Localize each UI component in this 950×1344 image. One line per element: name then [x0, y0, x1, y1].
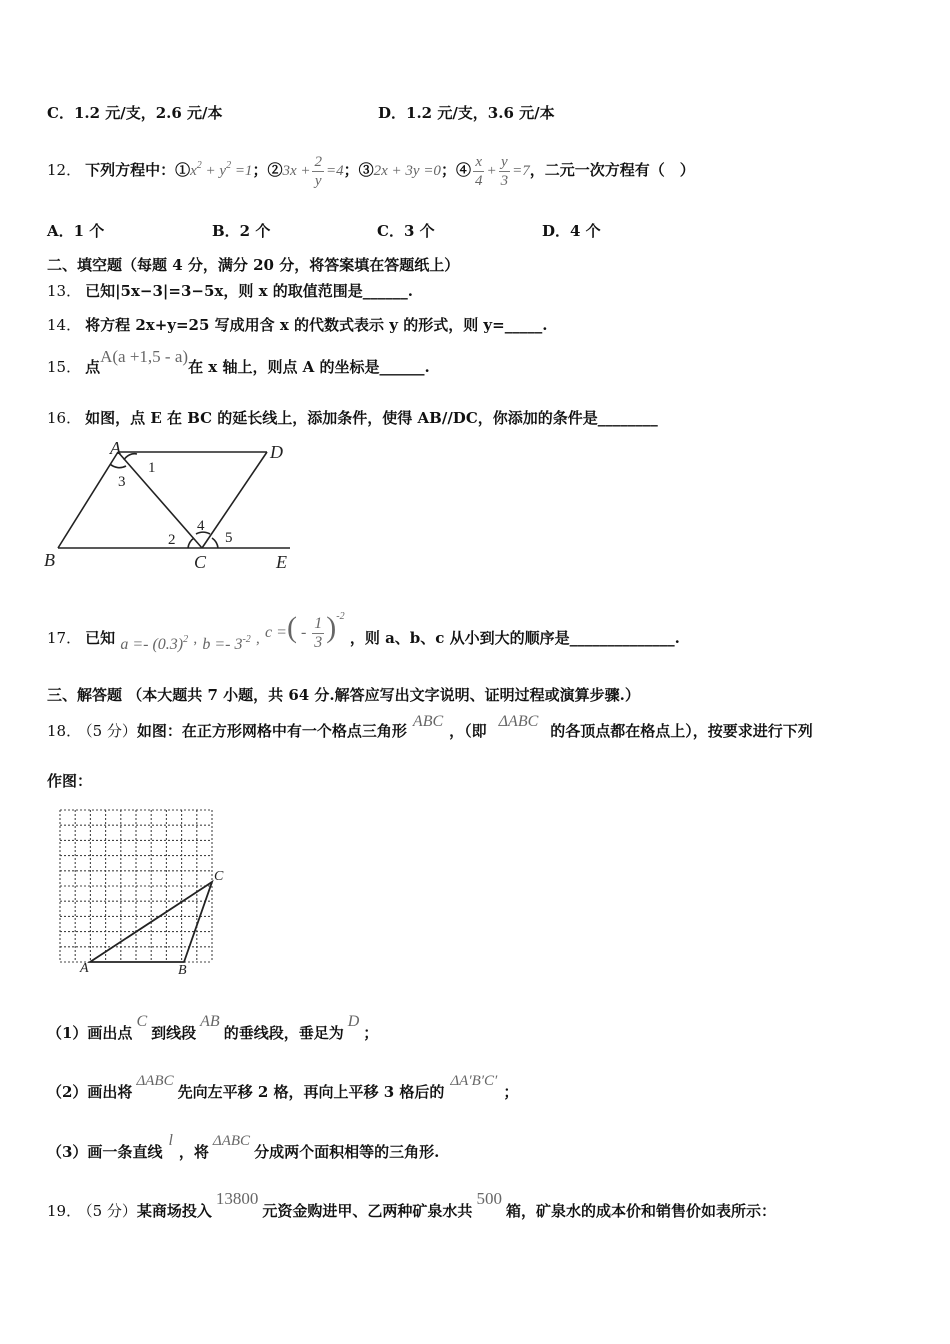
q16-label-C: C — [194, 552, 207, 572]
q12-eq2: 3x + $\frac{2}{y}$ =4 — [282, 154, 344, 190]
q17-b: $b =- 3^{-2}$ — [202, 634, 251, 653]
q16-label-A: A — [110, 438, 121, 458]
q15-point-expression: A(a +1,5 - a) — [100, 347, 189, 366]
q18-delta-abc: ΔABC — [498, 713, 539, 730]
q18-part-1: （1）画出点C到线段AB的垂线段，垂足为D； — [47, 1013, 379, 1042]
q16-angle-2: 2 — [168, 532, 176, 548]
q12-stem: 12． 下列方程中：$①x^2 + y^2 =1$；②3x + $\frac{2}{y}$ =4；③2x + 3y =0；④ $\frac{x}{4}$ + $\frac{y}{3}$ =7，二元一次方程有（ ） — [47, 154, 695, 190]
q17-c: c =( - $\frac{1}{3}$ )$^{-2}$ — [265, 611, 345, 651]
q16-angle-5: 5 — [225, 530, 233, 546]
q16: 16． 如图，点 E 在 BC 的延长线上，添加条件，使得 AB//DC，你添加的条件是________ — [47, 409, 658, 427]
q12-eq1: $x^2 + y^2 =1$ — [190, 160, 253, 179]
q18-label-A: A — [80, 961, 89, 976]
q16-label-D: D — [270, 442, 283, 462]
q12-eq4: $\frac{x}{4}$ + $\frac{y}{3}$ =7 — [474, 154, 530, 190]
q12-option-b: B．2 个 — [212, 222, 271, 240]
q18-grid-figure — [50, 800, 240, 990]
q12-option-a: A．1 个 — [47, 222, 105, 240]
q18-label-C: C — [214, 869, 224, 884]
q19-stem: 19． （5 分）某商场投入13800元资金购进甲、乙两种矿泉水共500箱，矿泉水的成本价和销售价如表所示： — [47, 1189, 776, 1220]
q15: 15． 点A(a +1,5 - a)在 x 轴上，则点 A 的坐标是______. — [47, 347, 430, 376]
section-3-heading: 三、解答题 （本大题共 7 小题，共 64 分.解答应写出文字说明、证明过程或演算步骤.） — [47, 686, 640, 704]
q16-label-B: B — [44, 550, 55, 570]
q12-number: 12． — [47, 161, 82, 179]
q18-part-3: （3）画一条直线l，将ΔABC分成两个面积相等的三角形. — [47, 1132, 440, 1161]
q19-count: 500 — [476, 1189, 502, 1208]
q11-option-d: D．1.2 元/支，3.6 元/本 — [378, 104, 555, 122]
q18-stem-continued: 作图： — [47, 772, 93, 790]
q18-part-2: （2）画出将ΔABC先向左平移 2 格，再向上平移 3 格后的ΔA′B′C′； — [47, 1073, 519, 1101]
q16-angle-4: 4 — [197, 518, 205, 534]
q16-label-E: E — [276, 552, 287, 572]
q14: 14． 将方程 2x+y=25 写成用含 x 的代数式表示 y 的形式，则 y=_____. — [47, 316, 548, 334]
q18-abc-label: ABC — [412, 713, 444, 730]
q12-option-c: C．3 个 — [377, 222, 435, 240]
q17: 17． 已知 $a =- (0.3)^2$ , $b =- 3^{-2}$ , c =( - $\frac{1}{3}$ )$^{-2}$ ，则 a、b、c 从小到大的顺序是______________. — [47, 611, 680, 653]
q12-option-d: D．4 个 — [542, 222, 601, 240]
section-2-heading: 二、填空题（每题 4 分，满分 20 分，将答案填在答题纸上） — [47, 256, 460, 274]
q18-stem: 18． （5 分）如图：在正方形网格中有一个格点三角形ABC，（即ΔABC的各顶点都在格点上），按要求进行下列 — [47, 713, 813, 740]
q19-money: 13800 — [215, 1189, 259, 1208]
q17-a: $a =- (0.3)^2$ — [120, 634, 189, 653]
q18-label-B: B — [178, 963, 187, 978]
q13: 13． 已知|5x−3|=3−5x，则 x 的取值范围是______. — [47, 282, 413, 300]
q11-option-c: C．1.2 元/支，2.6 元/本 — [47, 104, 223, 122]
q16-angle-1: 1 — [148, 460, 156, 476]
q16-parallelogram-figure — [40, 438, 300, 572]
q16-angle-3: 3 — [118, 474, 126, 490]
q12-lead: 下列方程中：① — [85, 161, 191, 179]
q12-eq3: 2x + 3y =0 — [373, 163, 441, 179]
